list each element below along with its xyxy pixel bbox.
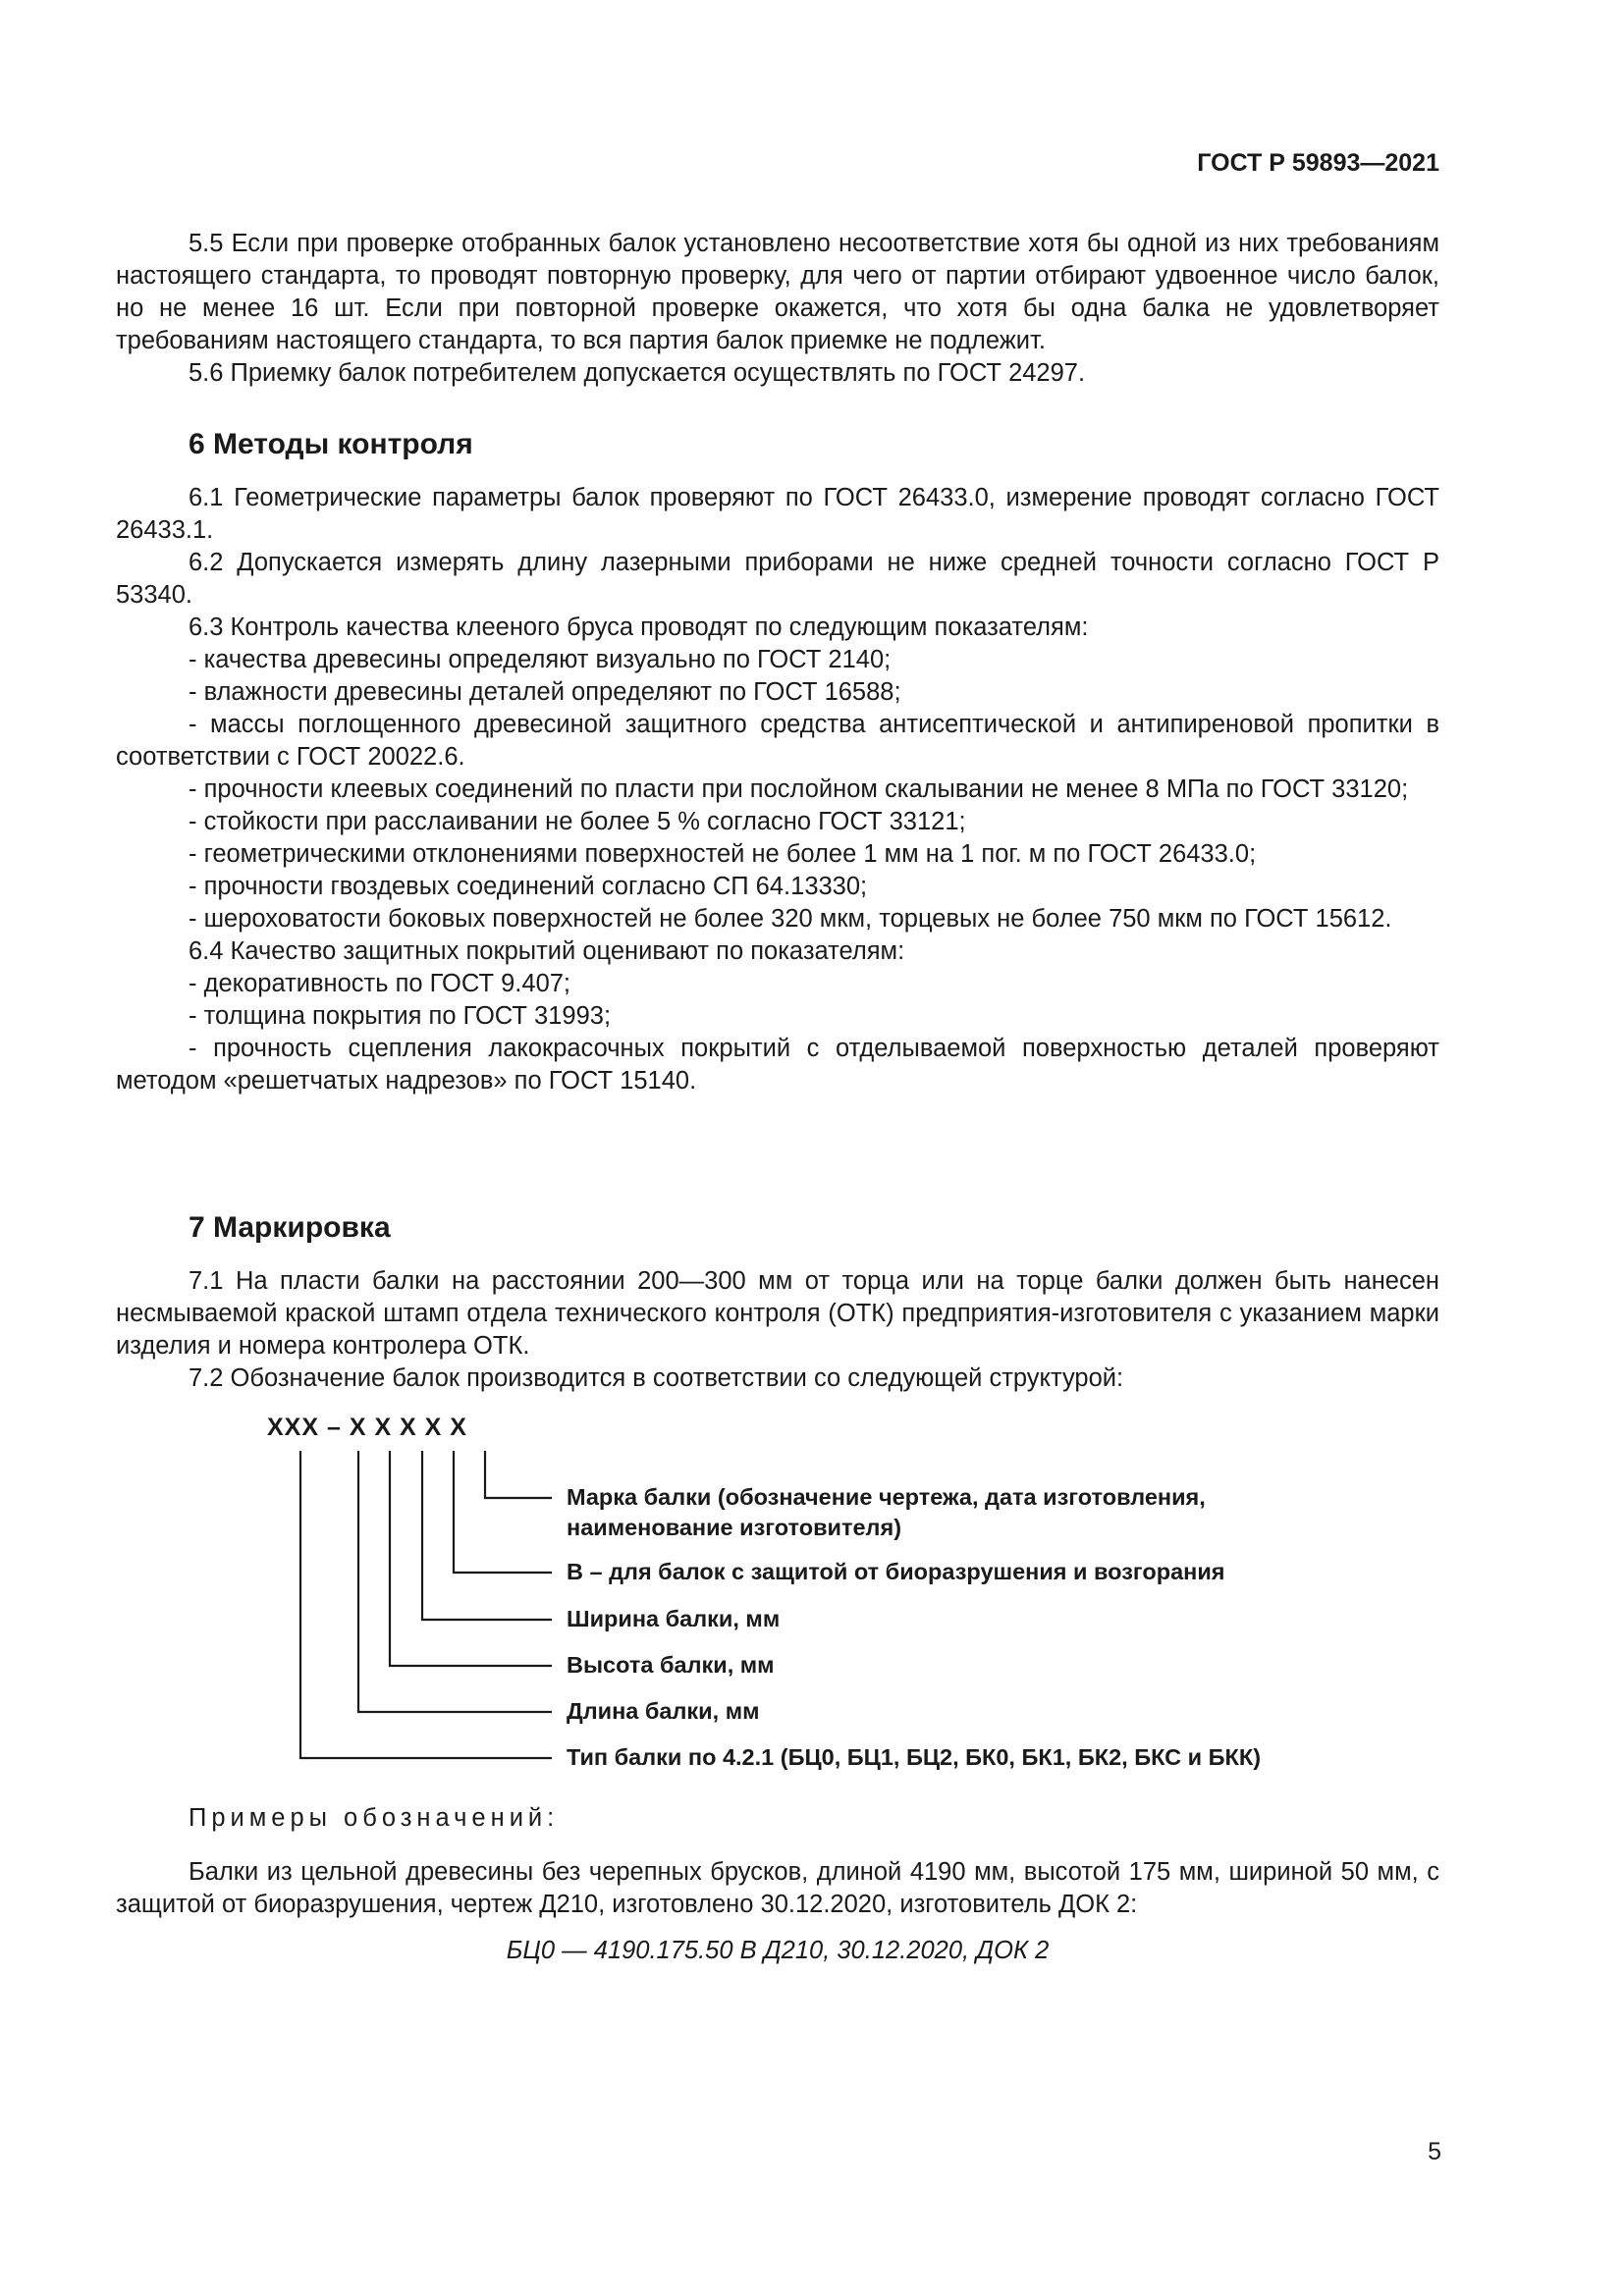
section-7-heading: 7 Маркировка [189,1211,391,1244]
label-length: Длина балки, мм [567,1698,760,1724]
paragraph-7-2: 7.2 Обозначение балок производится в соответствии со следующей структурой: [189,1364,1124,1392]
example-designation: БЦ0 — 4190.175.50 В Д210, 30.12.2020, ДОК 2 [506,1937,1050,1964]
section-6-heading: 6 Методы контроля [189,428,473,460]
paragraph-6-2: 6.2 Допускается измерять длину лазерными приборами не ниже средней точности согласно ГОСТ Р 53340. [116,549,1439,609]
designation-structure-diagram [267,1414,1347,1777]
connector-height [390,1451,552,1666]
list-item: - прочность сцепления лакокрасочных покрытий с отделываемой поверхностью деталей проверяют методом «решетчатых надрезов» по ГОСТ 15140. [116,1035,1439,1095]
label-height: Высота балки, мм [567,1652,775,1678]
label-mark-line2: наименование изготовителя) [567,1515,902,1540]
document-id-header: ГОСТ Р 59893—2021 [1197,149,1439,177]
connector-width [422,1451,552,1620]
paragraph-7-1: 7.1 На пласти балки на расстоянии 200—300 мм от торца или на торце балки должен быть нанесен несмываемой краской штамп отдела технического контроля (ОТК) предприятия-изготовителя с указанием марки изделия и номера контролера ОТК. [116,1267,1439,1360]
list-item: - геометрическими отклонениями поверхностей не более 1 мм на 1 пог. м по ГОСТ 26433.0; [189,840,1257,868]
connector-b [454,1451,552,1573]
label-type: Тип балки по 4.2.1 (БЦ0, БЦ1, БЦ2, БК0, БК1, БК2, БКС и БКК) [567,1744,1262,1770]
list-item: - толщина покрытия по ГОСТ 31993; [189,1002,612,1030]
section-7-block [116,1211,1439,1395]
list-item: - влажности древесины деталей определяют по ГОСТ 16588; [189,678,901,706]
paragraph-6-4: 6.4 Качество защитных покрытий оценивают по показателям: [189,937,905,965]
connector-mark [485,1451,552,1498]
list-item: - прочности гвоздевых соединений согласно СП 64.13330; [189,873,868,900]
list-item: - декоративность по ГОСТ 9.407; [189,970,571,997]
example-description: Балки из цельной древесины без черепных брусков, длиной 4190 мм, высотой 175 мм, шириной 50 мм, с защитой от биоразрушения, чертеж Д210, изготовлено 30.12.2020, изготовитель ДОК 2: [116,1858,1439,1918]
list-item: - шероховатости боковых поверхностей не более 320 мкм, торцевых не более 750 мкм по ГОСТ 15612. [189,905,1392,933]
paragraph-6-3: 6.3 Контроль качества клееного бруса проводят по следующим показателям: [189,614,1089,641]
structure-code: XXX – X X X X X [267,1414,467,1441]
label-protection: В – для балок с защитой от биоразрушения и возгорания [567,1559,1225,1584]
examples-block [116,1802,1439,1967]
list-item: - качества древесины определяют визуально по ГОСТ 2140; [189,646,892,673]
list-item: - стойкости при расслаивании не более 5 % согласно ГОСТ 33121; [189,808,966,835]
label-mark-line1: Марка балки (обозначение чертежа, дата изготовления, [567,1484,1206,1510]
connector-length [358,1451,552,1712]
list-item: - массы поглощенного древесиной защитного средства антисептической и антипиреновой пропитки в соответствии с ГОСТ 20022.6. [116,711,1439,771]
section-6-block [116,428,1439,1097]
paragraph-5-5: 5.5 Если при проверке отобранных балок установлено несоответствие хотя бы одной из них требованиям настоящего стандарта, то проводят повторную проверку, для чего от партии отбирают удвоенное число балок, но не менее 16 шт. Если при повторной проверке окажется, что хотя бы одна балка не удовлетворяет требованиям настоящего стандарта, то вся партия балок приемке не подлежит. [116,230,1439,354]
paragraph-6-1: 6.1 Геометрические параметры балок проверяют по ГОСТ 26433.0, измерение проводят согласно ГОСТ 26433.1. [116,484,1439,544]
connector-lines [267,1414,1347,1777]
paragraph-5-6: 5.6 Приемку балок потребителем допускается осуществлять по ГОСТ 24297. [189,359,1086,387]
label-width: Ширина балки, мм [567,1606,781,1631]
list-item: - прочности клеевых соединений по пласти при послойном скалывании не менее 8 МПа по ГОСТ 33120; [189,775,1409,803]
section-5-block [116,228,1439,390]
page-number: 5 [1428,2138,1441,2165]
examples-title: Примеры обозначений: [189,1804,560,1832]
